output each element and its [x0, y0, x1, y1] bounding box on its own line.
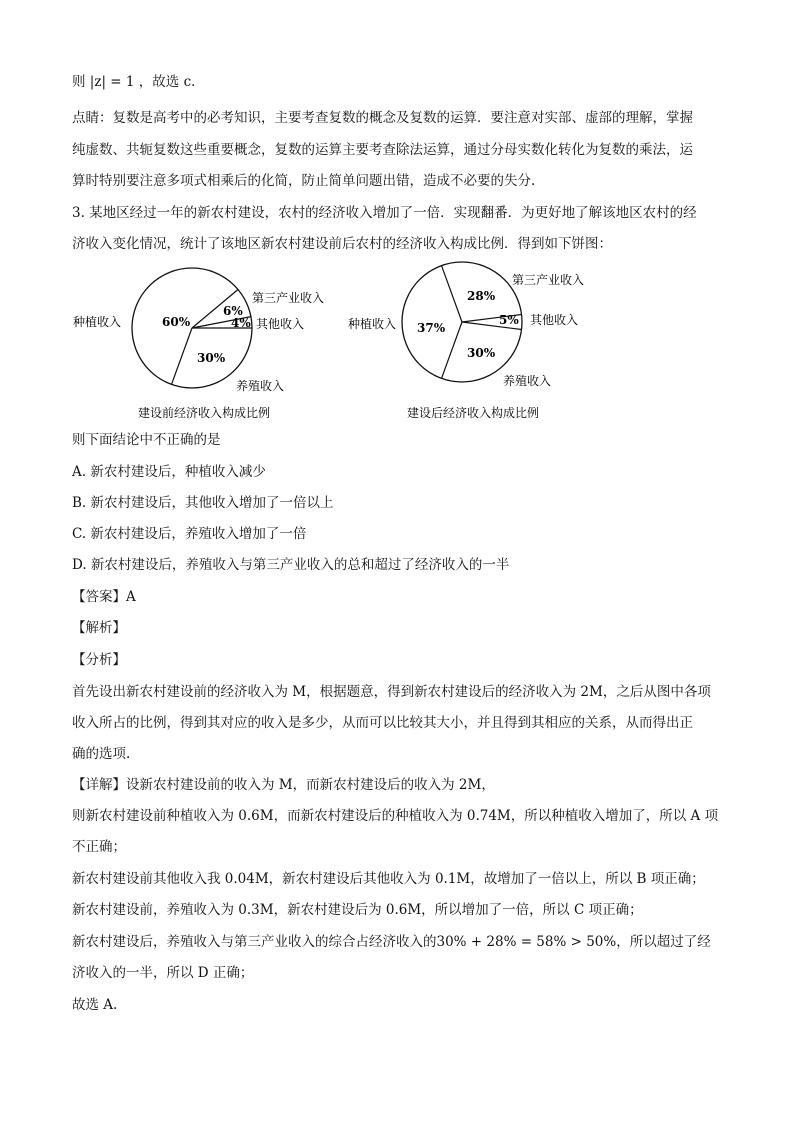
pie-after-divider-plant — [442, 266, 463, 322]
answer-tag: 【答案】A — [72, 589, 136, 605]
pie-after-pct-plant: 37% — [417, 321, 446, 335]
detail-line-6 — [72, 932, 711, 952]
detail-line-2: 则新农村建设前种植收入为 0.6M，而新农村建设后的种植收入为 0.74M，所以种植收入增加了，所以 A 项 — [72, 808, 719, 824]
pie-before-label-plant: 种植收入 — [73, 315, 122, 329]
option-a: A. 新农村建设后，种植收入减少 — [72, 464, 266, 480]
question-prompt: 则下面结论中不正确的是 — [72, 432, 221, 448]
fenxi-line-3: 确的选项. — [72, 746, 131, 762]
pie-before — [73, 268, 324, 420]
detail-line-6-suffix: ，所以超过了经 — [616, 934, 711, 950]
final-answer: 故选 A. — [72, 997, 118, 1013]
intro-suffix: ，故选 c. — [138, 74, 196, 90]
pie-after-label-third: 第三产业收入 — [512, 273, 585, 287]
pie-before-pct-breed: 30% — [197, 351, 226, 365]
pie-after-title: 建设后经济收入构成比例 — [407, 406, 540, 420]
pie-charts — [0, 260, 794, 430]
pie-before-title: 建设前经济收入构成比例 — [138, 406, 271, 420]
pie-before-pct-third: 6% — [223, 304, 243, 318]
intro-prefix: 则 — [72, 74, 86, 90]
option-b: B. 新农村建设后，其他收入增加了一倍以上 — [72, 495, 334, 511]
pie-before-label-other: 其他收入 — [256, 317, 305, 331]
question-line-1: 3. 某地区经过一年的新农村建设，农村的经济收入增加了一倍．实现翻番．为更好地了解该地区农村的经 — [72, 205, 697, 221]
pie-before-label-breed: 养殖收入 — [236, 379, 285, 393]
pie-before-label-third: 第三产业收入 — [252, 291, 325, 305]
detail-line-3: 不正确； — [72, 839, 126, 855]
pie-after-pct-breed: 30% — [467, 346, 496, 360]
detail-line-6-math: 30% + 28% = 58% > 50% — [436, 934, 617, 950]
intro-math: |z| = 1 — [89, 74, 135, 90]
analysis-tag: 【解析】 — [72, 620, 126, 636]
pie-after — [348, 262, 584, 420]
question-line-2: 济收入变化情况，统计了该地区新农村建设前后农村的经济收入构成比例．得到如下饼图： — [72, 236, 612, 252]
option-d: D. 新农村建设后，养殖收入与第三产业收入的总和超过了经济收入的一半 — [72, 557, 510, 573]
detail-line-5: 新农村建设前，养殖收入为 0.3M，新农村建设后为 0.6M，所以增加了一倍，所以 C 项正确； — [72, 902, 643, 918]
pie-after-pct-other: 5% — [499, 313, 519, 327]
pie-before-divider-breed — [172, 328, 193, 384]
pie-after-pct-third: 28% — [467, 289, 496, 303]
pie-after-label-plant: 种植收入 — [348, 317, 397, 331]
detail-line-4: 新农村建设前其他收入我 0.04M，新农村建设后其他收入为 0.1M，故增加了一倍以上，所以 B 项正确； — [72, 871, 705, 887]
detail-line-7: 济收入的一半，所以 D 正确； — [72, 965, 254, 981]
detail-line-6-prefix: 新农村建设后，养殖收入与第三产业收入的综合占经济收入的 — [72, 934, 437, 950]
fenxi-line-1: 首先设出新农村建设前的经济收入为 M，根据题意，得到新农村建设后的经济收入为 2M，之后从图中各项 — [72, 684, 711, 700]
detail-line-1: 【详解】设新农村建设前的收入为 M，而新农村建设后的收入为 2M， — [72, 777, 495, 793]
comment-line-3: 算时特别要注意多项式相乘后的化简，防止简单问题出错，造成不必要的失分. — [72, 173, 536, 189]
pie-after-label-other: 其他收入 — [530, 313, 579, 327]
comment-line-1: 点睛：复数是高考中的必考知识，主要考查复数的概念及复数的运算．要注意对实部、虚部的理解，掌握 — [72, 110, 693, 126]
comment-line-2: 纯虚数、共轭复数这些重要概念，复数的运算主要考查除法运算，通过分母实数化转化为复数的乘法，运 — [72, 142, 693, 158]
option-c: C. 新农村建设后，养殖收入增加了一倍 — [72, 526, 307, 542]
pie-before-pct-other: 4% — [231, 316, 251, 330]
fenxi-line-2: 收入所占的比例，得到其对应的收入是多少，从而可以比较其大小，并且得到其相应的关系，从而得出正 — [72, 715, 693, 731]
pie-before-pct-plant: 60% — [162, 315, 191, 329]
pie-after-label-breed: 养殖收入 — [503, 374, 552, 388]
fenxi-tag: 【分析】 — [72, 652, 126, 668]
intro-line — [72, 72, 195, 92]
